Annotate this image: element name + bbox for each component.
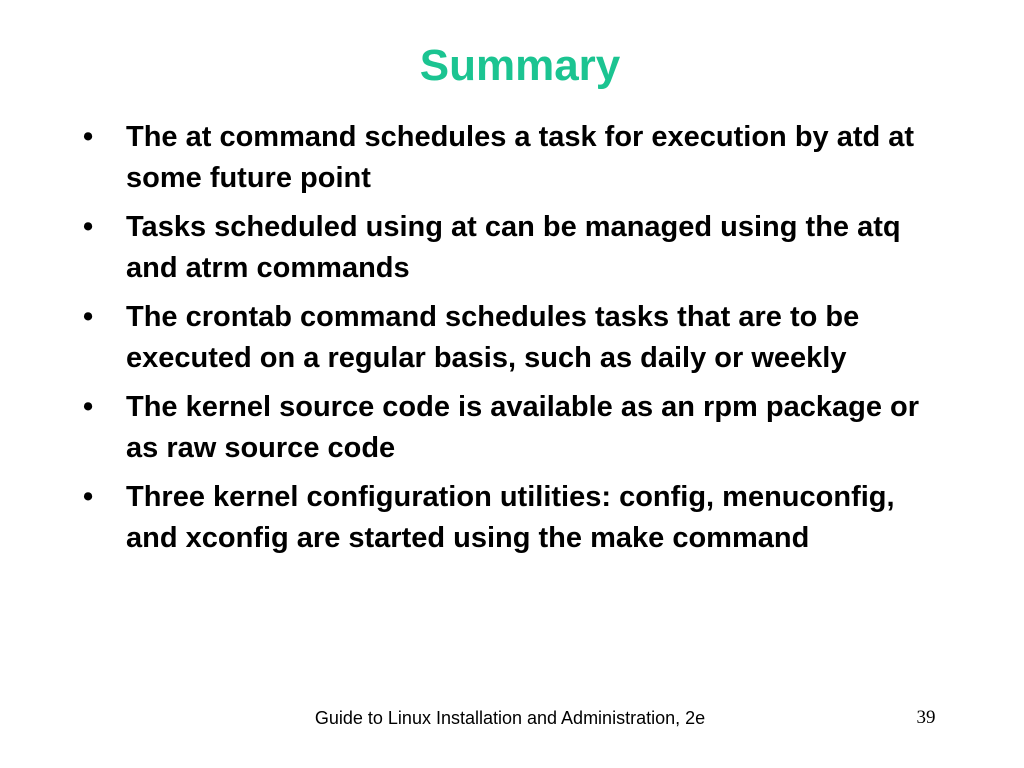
bullet-text: Three kernel configuration utilities: config, menuconfig, and xconfig are started using the make command: [126, 481, 895, 554]
footer-text: Guide to Linux Installation and Administration, 2e: [314, 708, 706, 728]
bullet-marker: •: [83, 391, 94, 423]
bullet-marker: •: [83, 121, 94, 153]
bullet-item: [80, 117, 940, 199]
bullet-item: [80, 477, 940, 559]
bullet-list: [80, 117, 940, 567]
slide-title: Summary: [419, 41, 621, 90]
bullet-item: [80, 297, 940, 379]
bullet-marker: •: [83, 301, 94, 333]
bullet-item: [80, 387, 940, 469]
bullet-marker: •: [83, 211, 94, 243]
bullet-marker: •: [83, 481, 94, 513]
bullet-text: The kernel source code is available as an rpm package or as raw source code: [126, 391, 920, 464]
page-number: 39: [916, 707, 936, 728]
bullet-text: The at command schedules a task for execution by atd at some future point: [126, 121, 915, 194]
bullet-text: The crontab command schedules tasks that are to be executed on a regular basis, such as daily or weekly: [126, 301, 860, 374]
bullet-item: [80, 207, 940, 289]
bullet-text: Tasks scheduled using at can be managed using the atq and atrm commands: [126, 211, 901, 284]
